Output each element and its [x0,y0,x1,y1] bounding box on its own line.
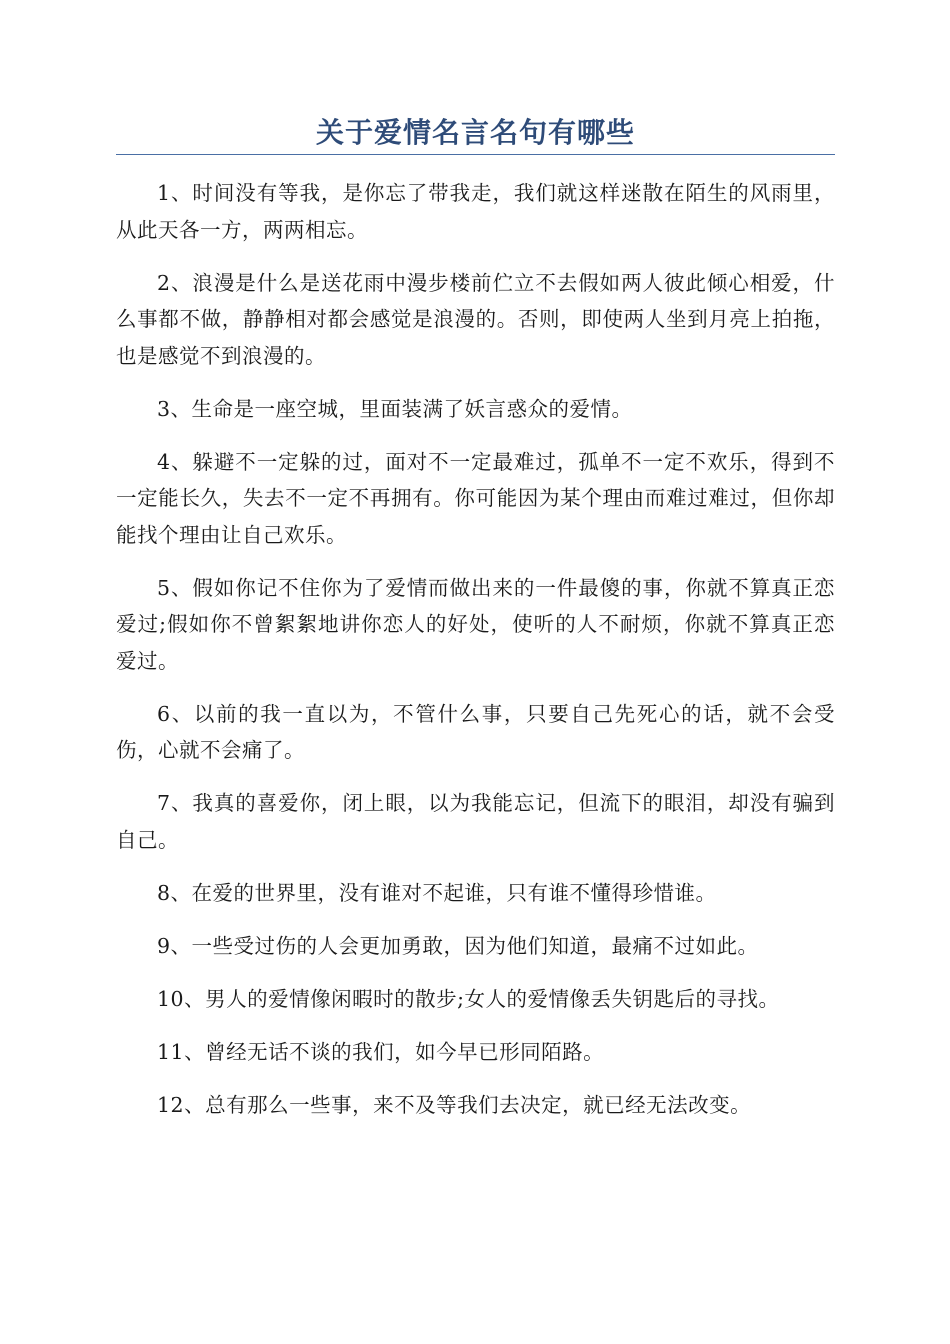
quote-paragraph-12: 12、总有那么一些事，来不及等我们去决定，就已经无法改变。 [157,1092,752,1117]
quote-paragraph-5: 5、假如你记不住你为了爱情而做出来的一件最傻的事，你就不算真正恋爱过;假如你不曾絮絮地讲你恋人的好处，使听的人不耐烦，你就不算真正恋爱过。 [116,575,835,673]
quote-paragraph-10: 10、男人的爱情像闲暇时的散步;女人的爱情像丢失钥匙后的寻找。 [157,986,780,1011]
quote-paragraph-1: 1、时间没有等我，是你忘了带我走，我们就这样迷散在陌生的风雨里，从此天各一方，两两相忘。 [116,181,835,242]
quote-paragraph-7: 7、我真的喜爱你，闭上眼，以为我能忘记，但流下的眼泪，却没有骗到自己。 [116,791,835,852]
quote-paragraph-3: 3、生命是一座空城，里面装满了妖言惑众的爱情。 [157,396,633,421]
quote-paragraph-2: 2、浪漫是什么是送花雨中漫步楼前伫立不去假如两人彼此倾心相爱，什么事都不做，静静相对都会感觉是浪漫的。否则，即使两人坐到月亮上拍拖，也是感觉不到浪漫的。 [116,270,835,368]
quote-paragraph-8: 8、在爱的世界里，没有谁对不起谁，只有谁不懂得珍惜谁。 [157,880,717,905]
quote-paragraph-11: 11、曾经无话不谈的我们，如今早已形同陌路。 [157,1039,605,1064]
quote-paragraph-9: 9、一些受过伤的人会更加勇敢，因为他们知道，最痛不过如此。 [157,933,759,958]
quote-paragraph-4: 4、躲避不一定躲的过，面对不一定最难过，孤单不一定不欢乐，得到不一定能长久，失去不一定不再拥有。你可能因为某个理由而难过难过，但你却能找个理由让自己欢乐。 [116,449,835,547]
document-body [116,175,835,1123]
title-underline [116,154,835,155]
quote-paragraph-6: 6、以前的我一直以为，不管什么事，只要自己先死心的话，就不会受伤，心就不会痛了。 [116,701,835,762]
document-page [116,0,835,1140]
document-title: 关于爱情名言名句有哪些 [315,116,635,149]
